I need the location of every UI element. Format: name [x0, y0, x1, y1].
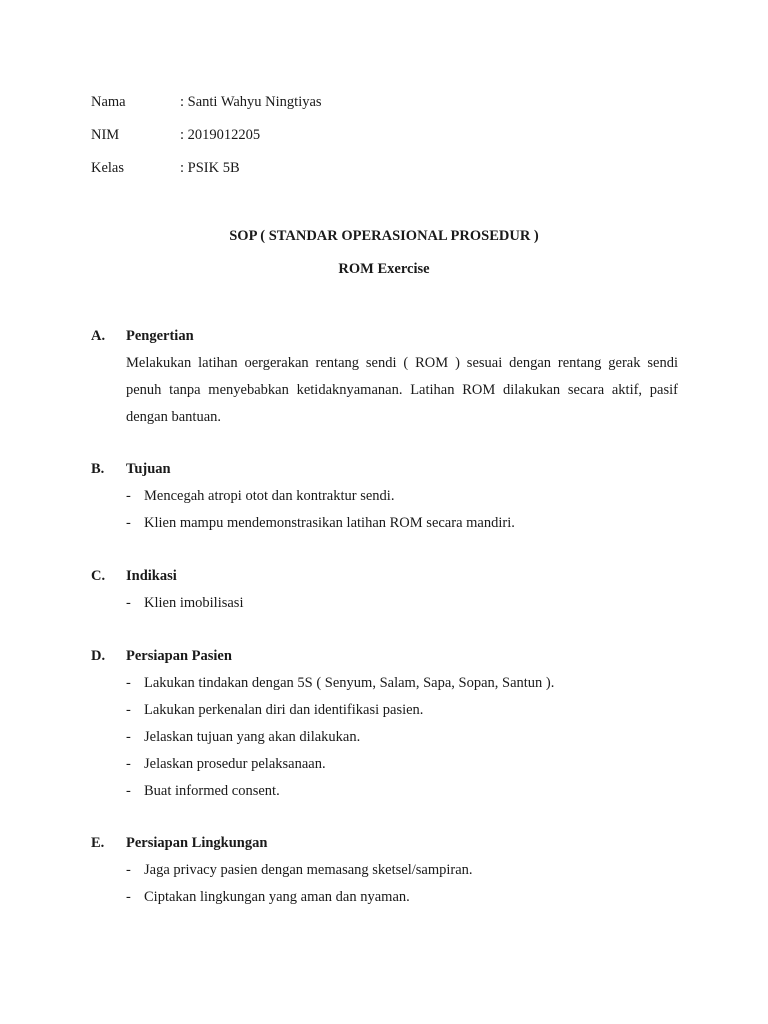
kelas-value: : PSIK 5B: [180, 160, 240, 176]
list-item-text: Klien imobilisasi: [144, 595, 244, 611]
list-item-text: Mencegah atropi otot dan kontraktur sendi.: [144, 488, 395, 504]
bullet-dash: -: [126, 783, 131, 799]
list-item-text: Klien mampu mendemonstrasikan latihan ROM secara mandiri.: [144, 515, 515, 531]
section-a-heading: Pengertian: [126, 328, 194, 344]
section-a-paragraph-line: penuh tanpa menyebabkan ketidaknyamanan. Latihan ROM dilakukan secara aktif, pasif: [126, 382, 678, 398]
list-item-text: Jaga privacy pasien dengan memasang sketsel/sampiran.: [144, 862, 473, 878]
section-b-letter: B.: [91, 461, 105, 477]
list-item-text: Buat informed consent.: [144, 783, 280, 799]
section-c-letter: C.: [91, 568, 106, 584]
section-e-heading: Persiapan Lingkungan: [126, 835, 268, 851]
bullet-dash: -: [126, 515, 131, 531]
section-b-heading: Tujuan: [126, 461, 171, 477]
list-item-text: Ciptakan lingkungan yang aman dan nyaman.: [144, 889, 410, 905]
list-item-text: Lakukan perkenalan diri dan identifikasi pasien.: [144, 702, 424, 718]
list-item-text: Jelaskan tujuan yang akan dilakukan.: [144, 729, 361, 745]
section-c-heading: Indikasi: [126, 568, 177, 584]
bullet-dash: -: [126, 488, 131, 504]
bullet-dash: -: [126, 675, 131, 691]
nim-value: : 2019012205: [180, 127, 261, 143]
list-item-text: Jelaskan prosedur pelaksanaan.: [144, 756, 326, 772]
bullet-dash: -: [126, 729, 131, 745]
nim-label: NIM: [91, 127, 120, 143]
section-a-letter: A.: [91, 328, 106, 344]
section-a-paragraph-line: dengan bantuan.: [126, 409, 222, 425]
nama-value: : Santi Wahyu Ningtiyas: [180, 94, 322, 110]
section-d-heading: Persiapan Pasien: [126, 648, 232, 664]
bullet-dash: -: [126, 702, 131, 718]
bullet-dash: -: [126, 889, 131, 905]
bullet-dash: -: [126, 595, 131, 611]
section-e-letter: E.: [91, 835, 105, 851]
kelas-label: Kelas: [91, 160, 125, 176]
list-item-text: Lakukan tindakan dengan 5S ( Senyum, Salam, Sapa, Sopan, Santun ).: [144, 675, 555, 691]
nama-label: Nama: [91, 94, 126, 110]
section-d-letter: D.: [91, 648, 106, 664]
document-title: SOP ( STANDAR OPERASIONAL PROSEDUR ): [229, 228, 539, 244]
bullet-dash: -: [126, 756, 131, 772]
bullet-dash: -: [126, 862, 131, 878]
section-a-paragraph-line: Melakukan latihan oergerakan rentang sendi ( ROM ) sesuai dengan rentang gerak sendi: [126, 355, 678, 371]
document-subtitle: ROM Exercise: [338, 261, 430, 277]
